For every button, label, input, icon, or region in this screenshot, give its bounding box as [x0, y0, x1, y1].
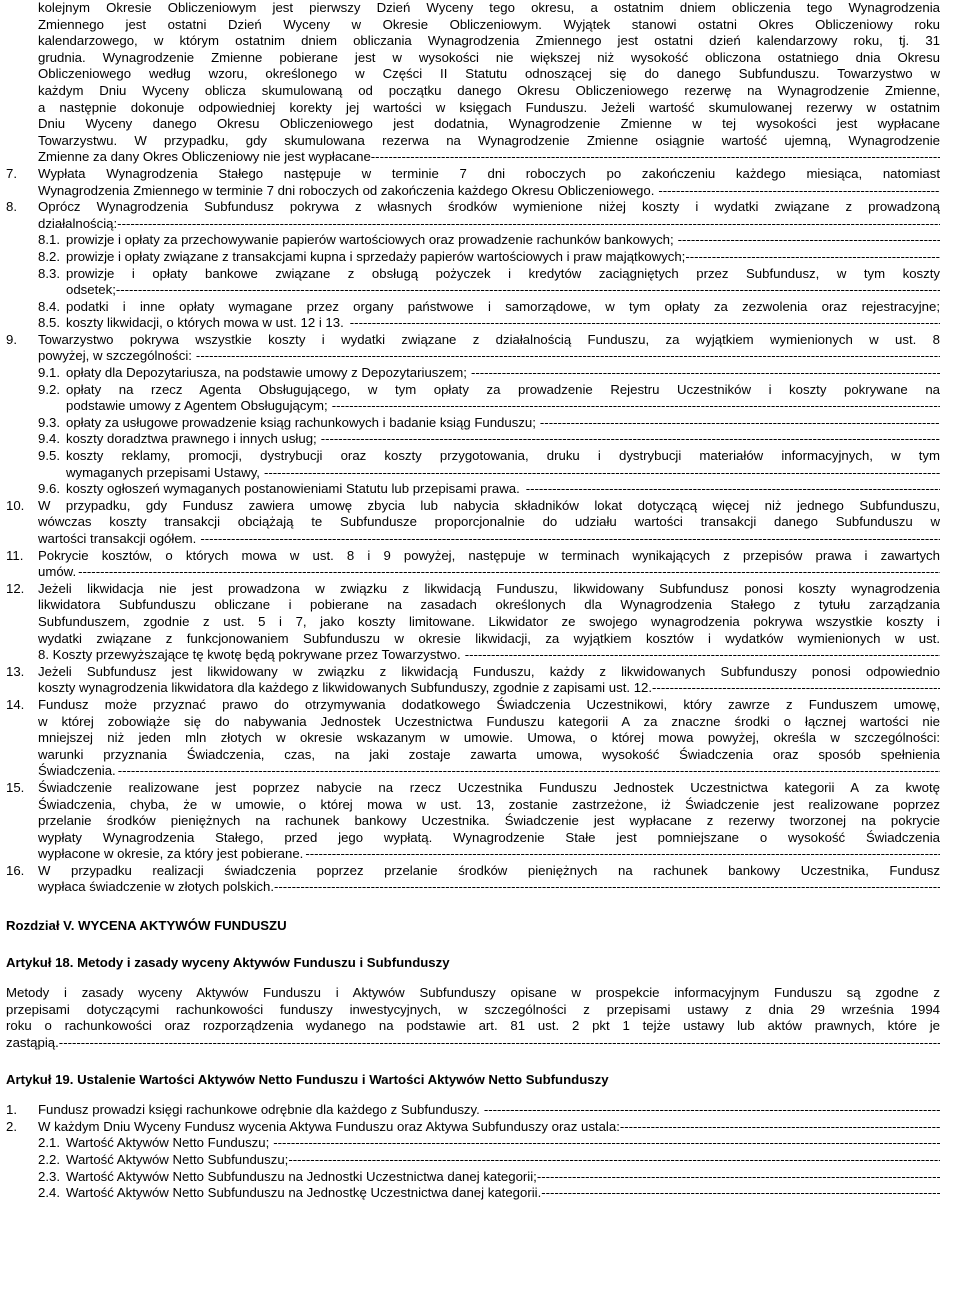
text-line: koszty doradztwa prawnego i innych usług; — [66, 431, 317, 447]
text-line: Zmienne za dany Okres Obliczeniowy nie jest wypłacane — [38, 149, 371, 165]
list-item-11 — [6, 548, 940, 581]
dash-leader — [200, 531, 940, 548]
text-line: Pokrycie kosztów, o których mowa w ust. 8 i 9 powyżej, następuje w terminach wynikających z przepisów prawa i zawartych — [38, 547, 940, 563]
text-line: W każdym Dniu Wyceny Fundusz wycenia Aktywa Funduszu oraz Aktywa Subfunduszy oraz ustala: — [38, 1118, 620, 1134]
item-number: 2. — [6, 1118, 17, 1134]
text-line: likwidatora Subfunduszu obliczane i pobierane na zasadach określonych dla Wynagrodzenia Stałego z tytułu zarządzania — [38, 597, 940, 613]
text-line: Subfunduszem, zgodnie z ust. 5 i 7, jako koszty limitowane. Likwidator ze swojego wynagrodzenia pokrywa wszystkie koszty i — [38, 613, 940, 629]
subitem-number: 9.2. — [38, 381, 60, 397]
subitem-number: 8.3. — [38, 265, 60, 281]
item-number: 9. — [6, 331, 17, 347]
subitem-number: 9.3. — [38, 414, 60, 430]
dash-leader — [484, 1102, 940, 1119]
text-line: 8. Koszty przewyższające tę kwotę będą pokrywane przez Towarzystwo. — [38, 647, 461, 663]
text-line: wówczas koszty transakcji obciążają te Subfundusze proporcjonalnie do udziału wartości transakcji danego Subfunduszu w — [38, 514, 940, 530]
text-line: Dniu Wyceny danego Okresu Obliczeniowego jest dodatnia, Wynagrodzenie Zmienne w tej wysokości jest wypłacane — [38, 116, 940, 132]
item-number: 11. — [6, 547, 24, 563]
list-item-8 — [6, 199, 940, 232]
dash-leader — [332, 398, 940, 415]
list-item-15 — [6, 780, 940, 863]
article-19-list — [6, 1102, 940, 1202]
text-line: wypłaca świadczenie w złotych polskich. — [38, 879, 275, 895]
subitem-number: 8.5. — [38, 315, 60, 331]
dash-leader — [537, 1169, 940, 1186]
text-line: Świadczenia, chyba, że w umowie, o której mowa w ust. 13, zostanie zastrzeżone, iż Świadczenie jest realizowane poprzez — [38, 796, 940, 812]
subitem-number: 2.1. — [38, 1135, 60, 1151]
text-line: Świadczenie realizowane jest poprzez nabycie na rzecz Uczestnika Funduszu Jednostek Uczestnictwa kategorii A za kwotę — [38, 779, 940, 795]
text-line: Metody i zasady wyceny Aktywów Funduszu i Aktywów Subfunduszy opisane w prospekcie informacyjnym Funduszu są zgodne z — [6, 985, 940, 1001]
chapter-heading: Rozdział V. WYCENA AKTYWÓW FUNDUSZU — [6, 918, 287, 934]
dash-leader — [465, 647, 940, 664]
text-line: Wypłata Wynagrodzenia Stałego następuje w terminie 7 dni roboczych po zakończeniu każdego miesiąca, natomiast — [38, 165, 940, 181]
article-19-heading: Artykuł 19. Ustalenie Wartości Aktywów Netto Funduszu i Wartości Aktywów Netto Subfunduszy — [6, 1071, 609, 1087]
text-line: wypłaty Wynagrodzenia Stałego, przed jego wypłatą. Wynagrodzenie Stałe jest pomniejszane o wysokość Świadczenia — [38, 829, 940, 845]
subitem-number: 2.2. — [38, 1152, 60, 1167]
dash-leader — [371, 149, 940, 166]
subitem-number: 8.2. — [38, 248, 60, 264]
text-line: koszty likwidacji, o których mowa w ust. 12 i 13. — [66, 315, 344, 331]
item-number: 13. — [6, 663, 25, 679]
list-subitem-2-1 — [38, 1135, 940, 1152]
text-line: kolejnym Okresie Obliczeniowym jest pierwszy Dzień Wyceny tego okresu, a ostatnim dniem obliczenia tego Wynagrodzenia — [38, 0, 940, 15]
text-line: działalnością: — [38, 215, 118, 231]
text-line: kalendarzowego, w którym ostatnim dniem obliczania Wynagrodzenia Zmiennego jest ostatni dzień kalendarzowy roku, tj. 31 — [38, 33, 940, 49]
text-line: opłaty na rzecz Agenta Obsługującego, w tym opłaty za prowadzenie Rejestru Uczestników i koszty pokrywane na — [66, 381, 940, 397]
list-item-10 — [6, 498, 940, 548]
subitem-number: 9.5. — [38, 448, 60, 464]
text-line: W przypadku realizacji świadczenia poprzez przelanie środków pieniężnych na rachunek bankowy Uczestnika, Fundusz — [38, 862, 940, 878]
text-line: wydatki związane z funkcjonowaniem Subfunduszu w okresie likwidacji, za wyjątkiem kosztów i wydatków wymienionych w ust. — [38, 630, 940, 646]
list-subitem-9-2 — [38, 382, 940, 415]
text-line: podatki i inne opłaty wymagane przez organy państwowe i samorządowe, w tym opłaty za zezwolenia oraz rejestracyjne; — [66, 298, 940, 314]
subitem-number: 2.4. — [38, 1185, 60, 1201]
text-line: prowizje i opłaty związane z transakcjami kupna i sprzedaży papierów wartościowych i praw majątkowych; — [66, 248, 686, 264]
list-item-7 — [6, 166, 940, 199]
list-item-9 — [6, 332, 940, 365]
text-line: Wartość Aktywów Netto Subfunduszu; — [66, 1152, 289, 1167]
list-subitem-8-4 — [38, 299, 940, 316]
list-subitem-2-3 — [38, 1169, 940, 1186]
text-line: opłaty za usługowe prowadzenie ksiąg rachunkowych i badanie ksiąg Funduszu; — [66, 414, 536, 430]
dash-leader — [273, 1135, 940, 1152]
subitem-number: 9.4. — [38, 431, 60, 447]
text-line: przelanie środków pieniężnych na rachunek bankowy Uczestnika. Świadczenie jest wypłacane z rezerwy tworzonej na pokrycie — [38, 813, 940, 829]
dash-leader — [59, 1035, 940, 1052]
list-subitem-9-5 — [38, 448, 940, 481]
text-line: mniejszej niż jeden mln złotych w okresie wskazanym w umowie. Umowa, o której mowa powyżej, określa w szczególności: — [38, 730, 940, 746]
text-line: Jeżeli likwidacja nie jest prowadzona w związku z likwidacją Funduszu, likwidowany Subfundusz ponosi koszty wynagrodzenia — [38, 580, 940, 596]
dash-leader — [196, 348, 940, 365]
item-number: 10. — [6, 497, 25, 513]
list-subitem-9-6 — [38, 481, 940, 498]
subitem-number: 9.6. — [38, 481, 60, 497]
list-item-12 — [6, 581, 940, 664]
text-line: przepisami dotyczącymi rachunkowości funduszy inwestycyjnych, w szczególności z przepisami ustawy z dnia 29 września 1994 — [6, 1001, 940, 1017]
dash-leader — [274, 879, 940, 896]
list-item-1 — [6, 1102, 940, 1119]
text-line: umów. — [38, 564, 77, 580]
text-line: Zmiennego jest ostatni Dzień Wyceny w Okresie Obliczeniowym. Wyjątek stanowi ostatni Okres Obliczeniowy roku — [38, 16, 940, 32]
text-line-with-leader — [38, 149, 940, 166]
text-line: Fundusz prowadzi księgi rachunkowe odrębnie dla każdego z Subfunduszy. — [38, 1102, 480, 1118]
text-line: Fundusz może przyznać prawo do otrzymywania dodatkowego Świadczenia Uczestnikowi, który zawrze z Funduszem umowę, — [38, 696, 940, 712]
list-subitem-8-2 — [38, 249, 940, 266]
list-subitem-9-1 — [38, 365, 940, 382]
text-line: w której zobowiąże się do nabywania Jednostek Uczestnictwa Funduszu kategorii A za znaczne środki o łącznej wartości nie — [38, 713, 940, 729]
item-number: 15. — [6, 779, 25, 795]
dash-leader — [118, 763, 940, 780]
list-subitem-2-4 — [38, 1185, 940, 1202]
dash-leader — [685, 249, 940, 266]
text-line: koszty ogłoszeń wymaganych postanowieniami Statutu lub przepisami prawa. — [66, 481, 520, 497]
subitem-number: 2.3. — [38, 1168, 60, 1184]
article-18-heading: Artykuł 18. Metody i zasady wyceny Aktywów Funduszu i Subfunduszy — [6, 954, 450, 970]
text-line: Jeżeli Subfundusz jest likwidowany w związku z likwidacją Funduszu, każdy z likwidowanych Subfunduszy ponosi odpowiednio — [38, 663, 940, 679]
text-line: warunki przyznania Świadczenia, czas, na jaki zostaje zawarta umowa, wysokość Świadczenia oraz sposób spełnienia — [38, 746, 940, 762]
subitem-number: 8.4. — [38, 298, 60, 314]
dash-leader — [264, 465, 940, 482]
text-line: Towarzystwu. W przypadku, gdy skumulowana rezerwa na Wynagrodzenie Zmienne osiągnie wartość ujemną, Wynagrodzenie — [38, 132, 940, 148]
dash-leader — [78, 564, 940, 581]
text-line: koszty wynagrodzenia likwidatora dla każdego z likwidowanych Subfunduszy, zgodnie z zapisami ust. 12. — [38, 680, 653, 696]
item-number: 7. — [6, 165, 17, 181]
dash-leader — [678, 232, 940, 249]
dash-leader — [116, 282, 940, 299]
text-line: koszty reklamy, promocji, dystrybucji oraz koszty przygotowania, druku i dystrybucji materiałów informacyjnych, w tym — [66, 448, 940, 464]
list-subitem-2-2 — [38, 1152, 940, 1169]
item-number: 12. — [6, 580, 25, 596]
text-line: Świadczenia. — [38, 763, 116, 779]
text-line: wypłacone w okresie, za który jest pobierane. — [38, 846, 304, 862]
list-item-2 — [6, 1119, 940, 1136]
list-subitem-9-3 — [38, 415, 940, 432]
text-line: wymaganych przepisami Ustawy, — [66, 464, 260, 480]
dash-leader — [350, 315, 940, 332]
subitem-number: 9.1. — [38, 365, 60, 381]
text-line: opłaty dla Depozytariusza, na podstawie umowy z Depozytariuszem; — [66, 365, 467, 381]
text-line: zastąpią. — [6, 1035, 59, 1051]
text-line: podstawie umowy z Agentem Obsługującym; — [66, 398, 328, 414]
list-subitem-9-4 — [38, 431, 940, 448]
list-item-14 — [6, 697, 940, 780]
text-line: wartości transakcji ogółem. — [38, 531, 197, 546]
dash-leader — [658, 183, 940, 200]
list-item-13 — [6, 664, 940, 697]
article-18-paragraph — [6, 985, 940, 1051]
list-subitem-8-5 — [38, 315, 940, 332]
dash-leader — [288, 1152, 940, 1169]
item-number: 1. — [6, 1102, 17, 1118]
item-number: 14. — [6, 696, 25, 712]
text-line: Obliczeniowego według wzoru, określonego w Części II Statutu odnoszącej się do danego Subfunduszu. Towarzystwo w — [38, 66, 940, 82]
text-line: Wartość Aktywów Netto Funduszu; — [66, 1135, 270, 1151]
dash-leader — [321, 431, 940, 448]
dash-leader — [305, 846, 940, 863]
dash-leader — [540, 415, 940, 432]
text-line: Oprócz Wynagrodzenia Subfundusz pokrywa z własnych środków wymienione niżej koszty i wydatki związane z prowadzoną — [38, 199, 940, 215]
list-item-16 — [6, 863, 940, 896]
text-line: odsetek; — [66, 282, 116, 298]
text-line: W przypadku, gdy Fundusz zawiera umowę zbycia lub nabycia składników lokat dotyczącą więcej niż jednego Subfunduszu, — [38, 497, 940, 513]
text-line: Wartość Aktywów Netto Subfunduszu na Jednostkę Uczestnictwa danej kategorii. — [66, 1185, 542, 1201]
list-subitem-8-3 — [38, 266, 940, 299]
text-line: grudnia. Wynagrodzenie Zmienne pobierane jest w wysokości nie większej niż wysokość obliczona ostatniego dnia Okresu — [38, 49, 940, 65]
dash-leader — [526, 481, 940, 498]
dash-leader — [620, 1119, 940, 1136]
text-line: a następnie dokonuje odpowiedniej korekty jej wartości w księgach Funduszu. Jeżeli wartość skumulowanej rezerwy w ostatnim — [38, 99, 940, 115]
dash-leader — [117, 216, 940, 233]
text-line: Towarzystwo pokrywa wszystkie koszty i wydatki związane z działalnością Funduszu, za wyjątkiem wymienionych w ust. 8 — [38, 331, 940, 347]
list-subitem-8-1 — [38, 232, 940, 249]
dash-leader — [541, 1185, 940, 1202]
text-line: każdym Dniu Wyceny oblicza skumulowaną od początku danego Okresu Obliczeniowego rezerwę na Wynagrodzenie Zmienne, — [38, 82, 940, 98]
text-line: prowizje i opłaty za przechowywanie papierów wartościowych oraz prowadzenie rachunków bankowych; — [66, 232, 674, 248]
dash-leader — [652, 680, 940, 697]
text-line: Wynagrodzenia Zmiennego w terminie 7 dni roboczych od zakończenia każdego Okresu Obliczeniowego. — [38, 182, 655, 198]
item-number: 16. — [6, 862, 25, 878]
text-line: roku o rachunkowości oraz rozporządzenia wydanego na podstawie art. 81 ust. 2 pkt 1 tejże ustawy lub aktów prawnych, które je — [6, 1018, 940, 1034]
item-number: 8. — [6, 199, 17, 215]
text-line: powyżej, w szczególności: — [38, 348, 192, 364]
subitem-number: 8.1. — [38, 232, 60, 248]
fee-continuation-paragraph — [38, 0, 940, 166]
dash-leader — [471, 365, 940, 382]
text-line: Wartość Aktywów Netto Subfunduszu na Jednostki Uczestnictwa danej kategorii; — [66, 1168, 537, 1184]
text-line: prowizje i opłaty bankowe związane z obsługą pożyczek i kredytów zaciągniętych przez Subfundusz, w tym koszty — [66, 265, 940, 281]
